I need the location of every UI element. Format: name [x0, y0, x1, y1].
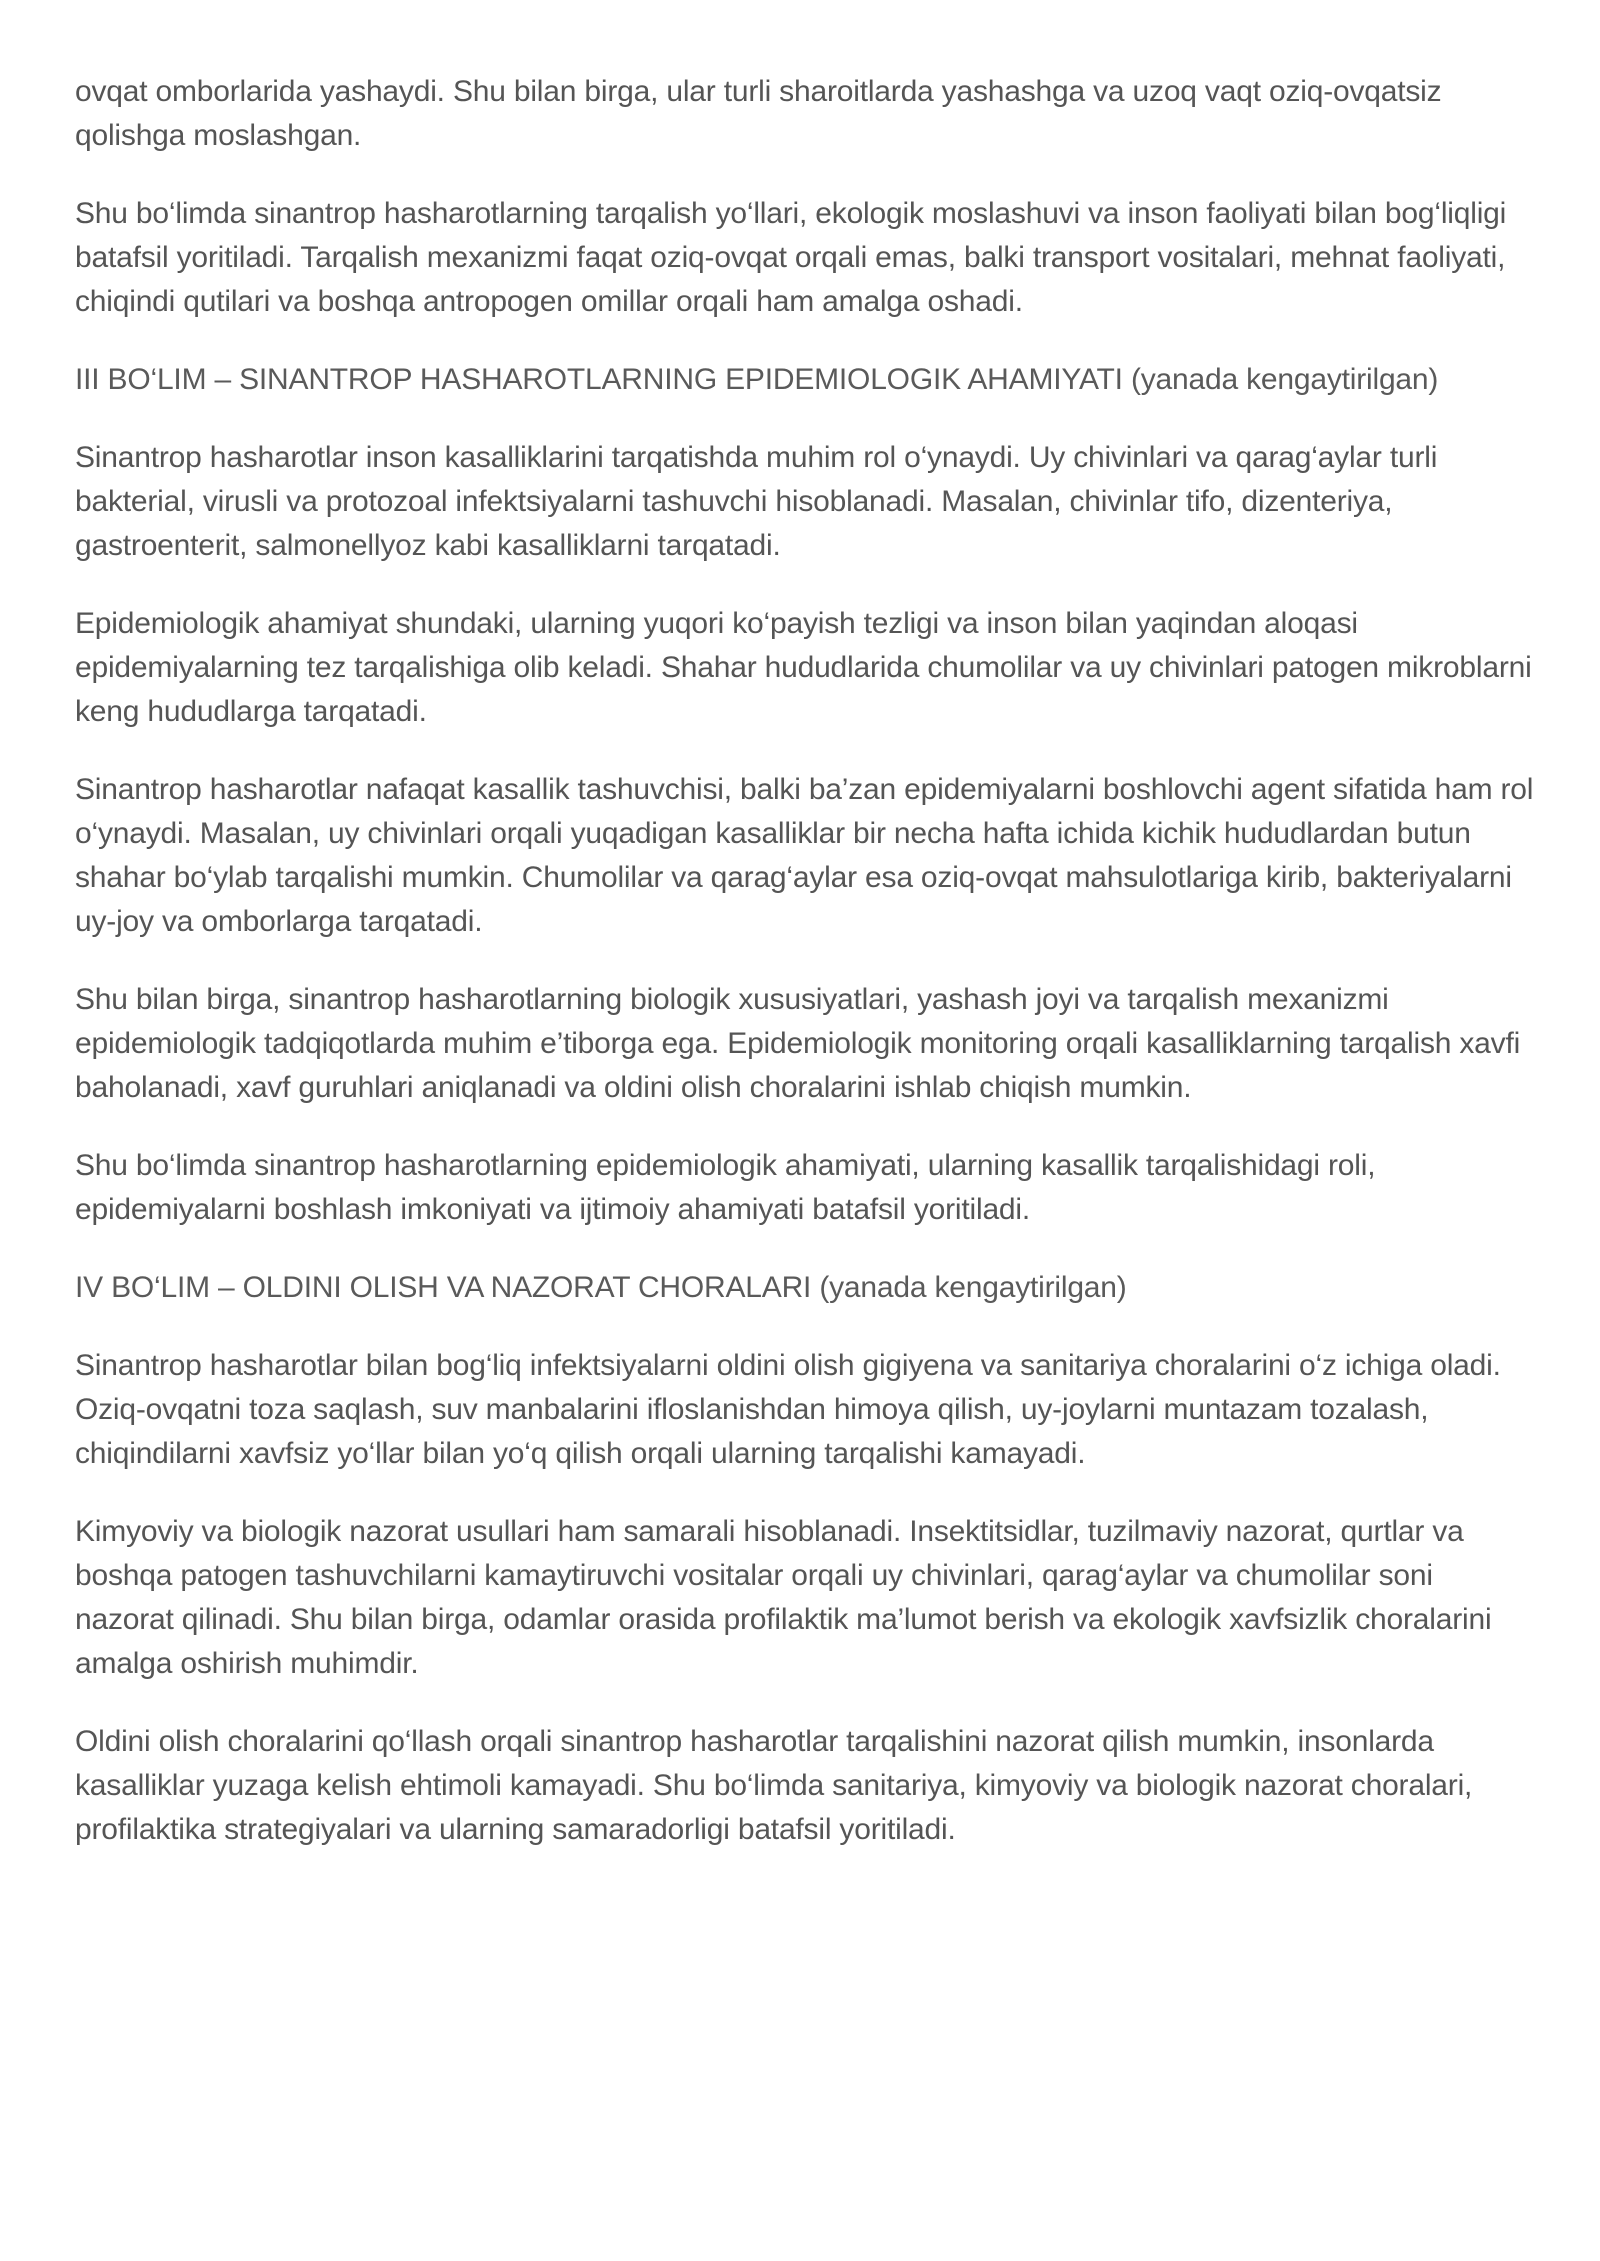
- paragraph-10: Oldini olish choralarini qo‘llash orqali sinantrop hasharotlar tarqalishini nazorat qilish mumkin, insonlarda kasalliklar yuzaga kelish ehtimoli kamayadi. Shu bo‘limda sanitariya, kimyoviy va biologik nazorat choralari, profilaktika strategiyalari va ularning samaradorligi batafsil yoritiladi.: [75, 1725, 1473, 1846]
- paragraph-8: Sinantrop hasharotlar bilan bog‘liq infektsiyalarni oldini olish gigiyena va sanitariya choralarini o‘z ichiga oladi. Oziq-ovqatni toza saqlash, suv manbalarini ifloslanishdan himoya qilish, uy-joylarni muntazam tozalash, chiqindilarni xavfsiz yo‘llar bilan yo‘q qilish orqali ularning tarqalishi kamayadi.: [75, 1349, 1501, 1470]
- paragraph-1: ovqat omborlarida yashaydi. Shu bilan birga, ular turli sharoitlarda yashashga va uzoq vaqt oziq-ovqatsiz qolishga moslashgan.: [75, 75, 1442, 152]
- paragraph-9: Kimyoviy va biologik nazorat usullari ham samarali hisoblanadi. Insektitsidlar, tuzilmaviy nazorat, qurtlar va boshqa patogen tashuvchilarni kamaytiruvchi vositalar orqali uy chivinlari, qarag‘aylar va chumolilar soni nazorat qilinadi. Shu bilan birga, odamlar orasida profilaktik ma’lumot berish va ekologik xavfsizlik choralarini amalga oshirish muhimdir.: [75, 1515, 1492, 1680]
- paragraph-2: Shu bo‘limda sinantrop hasharotlarning tarqalish yo‘llari, ekologik moslashuvi va inson faoliyati bilan bog‘liqligi batafsil yoritiladi. Tarqalish mexanizmi faqat oziq-ovqat orqali emas, balki transport vositalari, mehnat faoliyati, chiqindi qutilari va boshqa antropogen omillar orqali ham amalga oshadi.: [75, 197, 1507, 318]
- section-heading-3: III BO‘LIM – SINANTROP HASHAROTLARNING EPIDEMIOLOGIK AHAMIYATI (yanada kengaytirilgan): [75, 363, 1439, 396]
- section-heading-4: IV BO‘LIM – OLDINI OLISH VA NAZORAT CHORALARI (yanada kengaytirilgan): [75, 1271, 1127, 1304]
- paragraph-6: Shu bilan birga, sinantrop hasharotlarning biologik xususiyatlari, yashash joyi va tarqalish mexanizmi epidemiologik tadqiqotlarda muhim e’tiborga ega. Epidemiologik monitoring orqali kasalliklarning tarqalish xavfi baholanadi, xavf guruhlari aniqlanadi va oldini olish choralarini ishlab chiqish mumkin.: [75, 983, 1521, 1104]
- paragraph-5: Sinantrop hasharotlar nafaqat kasallik tashuvchisi, balki ba’zan epidemiyalarni boshlovchi agent sifatida ham rol o‘ynaydi. Masalan, uy chivinlari orqali yuqadigan kasalliklar bir necha hafta ichida kichik hududlardan butun shahar bo‘ylab tarqalishi mumkin. Chumolilar va qarag‘aylar esa oziq-ovqat mahsulotlariga kirib, bakteriyalarni uy-joy va omborlarga tarqatadi.: [75, 773, 1534, 938]
- paragraph-4: Epidemiologik ahamiyat shundaki, ularning yuqori ko‘payish tezligi va inson bilan yaqindan aloqasi epidemiyalarning tez tarqalishiga olib keladi. Shahar hududlarida chumolilar va uy chivinlari patogen mikroblarni keng hududlarga tarqatadi.: [75, 607, 1532, 728]
- paragraph-7: Shu bo‘limda sinantrop hasharotlarning epidemiologik ahamiyati, ularning kasallik tarqalishidagi roli, epidemiyalarni boshlash imkoniyati va ijtimoiy ahamiyati batafsil yoritiladi.: [75, 1149, 1376, 1226]
- paragraph-3: Sinantrop hasharotlar inson kasalliklarini tarqatishda muhim rol o‘ynaydi. Uy chivinlari va qarag‘aylar turli bakterial, virusli va protozoal infektsiyalarni tashuvchi hisoblanadi. Masalan, chivinlar tifo, dizenteriya, gastroenterit, salmonellyoz kabi kasalliklarni tarqatadi.: [75, 441, 1438, 562]
- document-body: [75, 70, 1535, 1886]
